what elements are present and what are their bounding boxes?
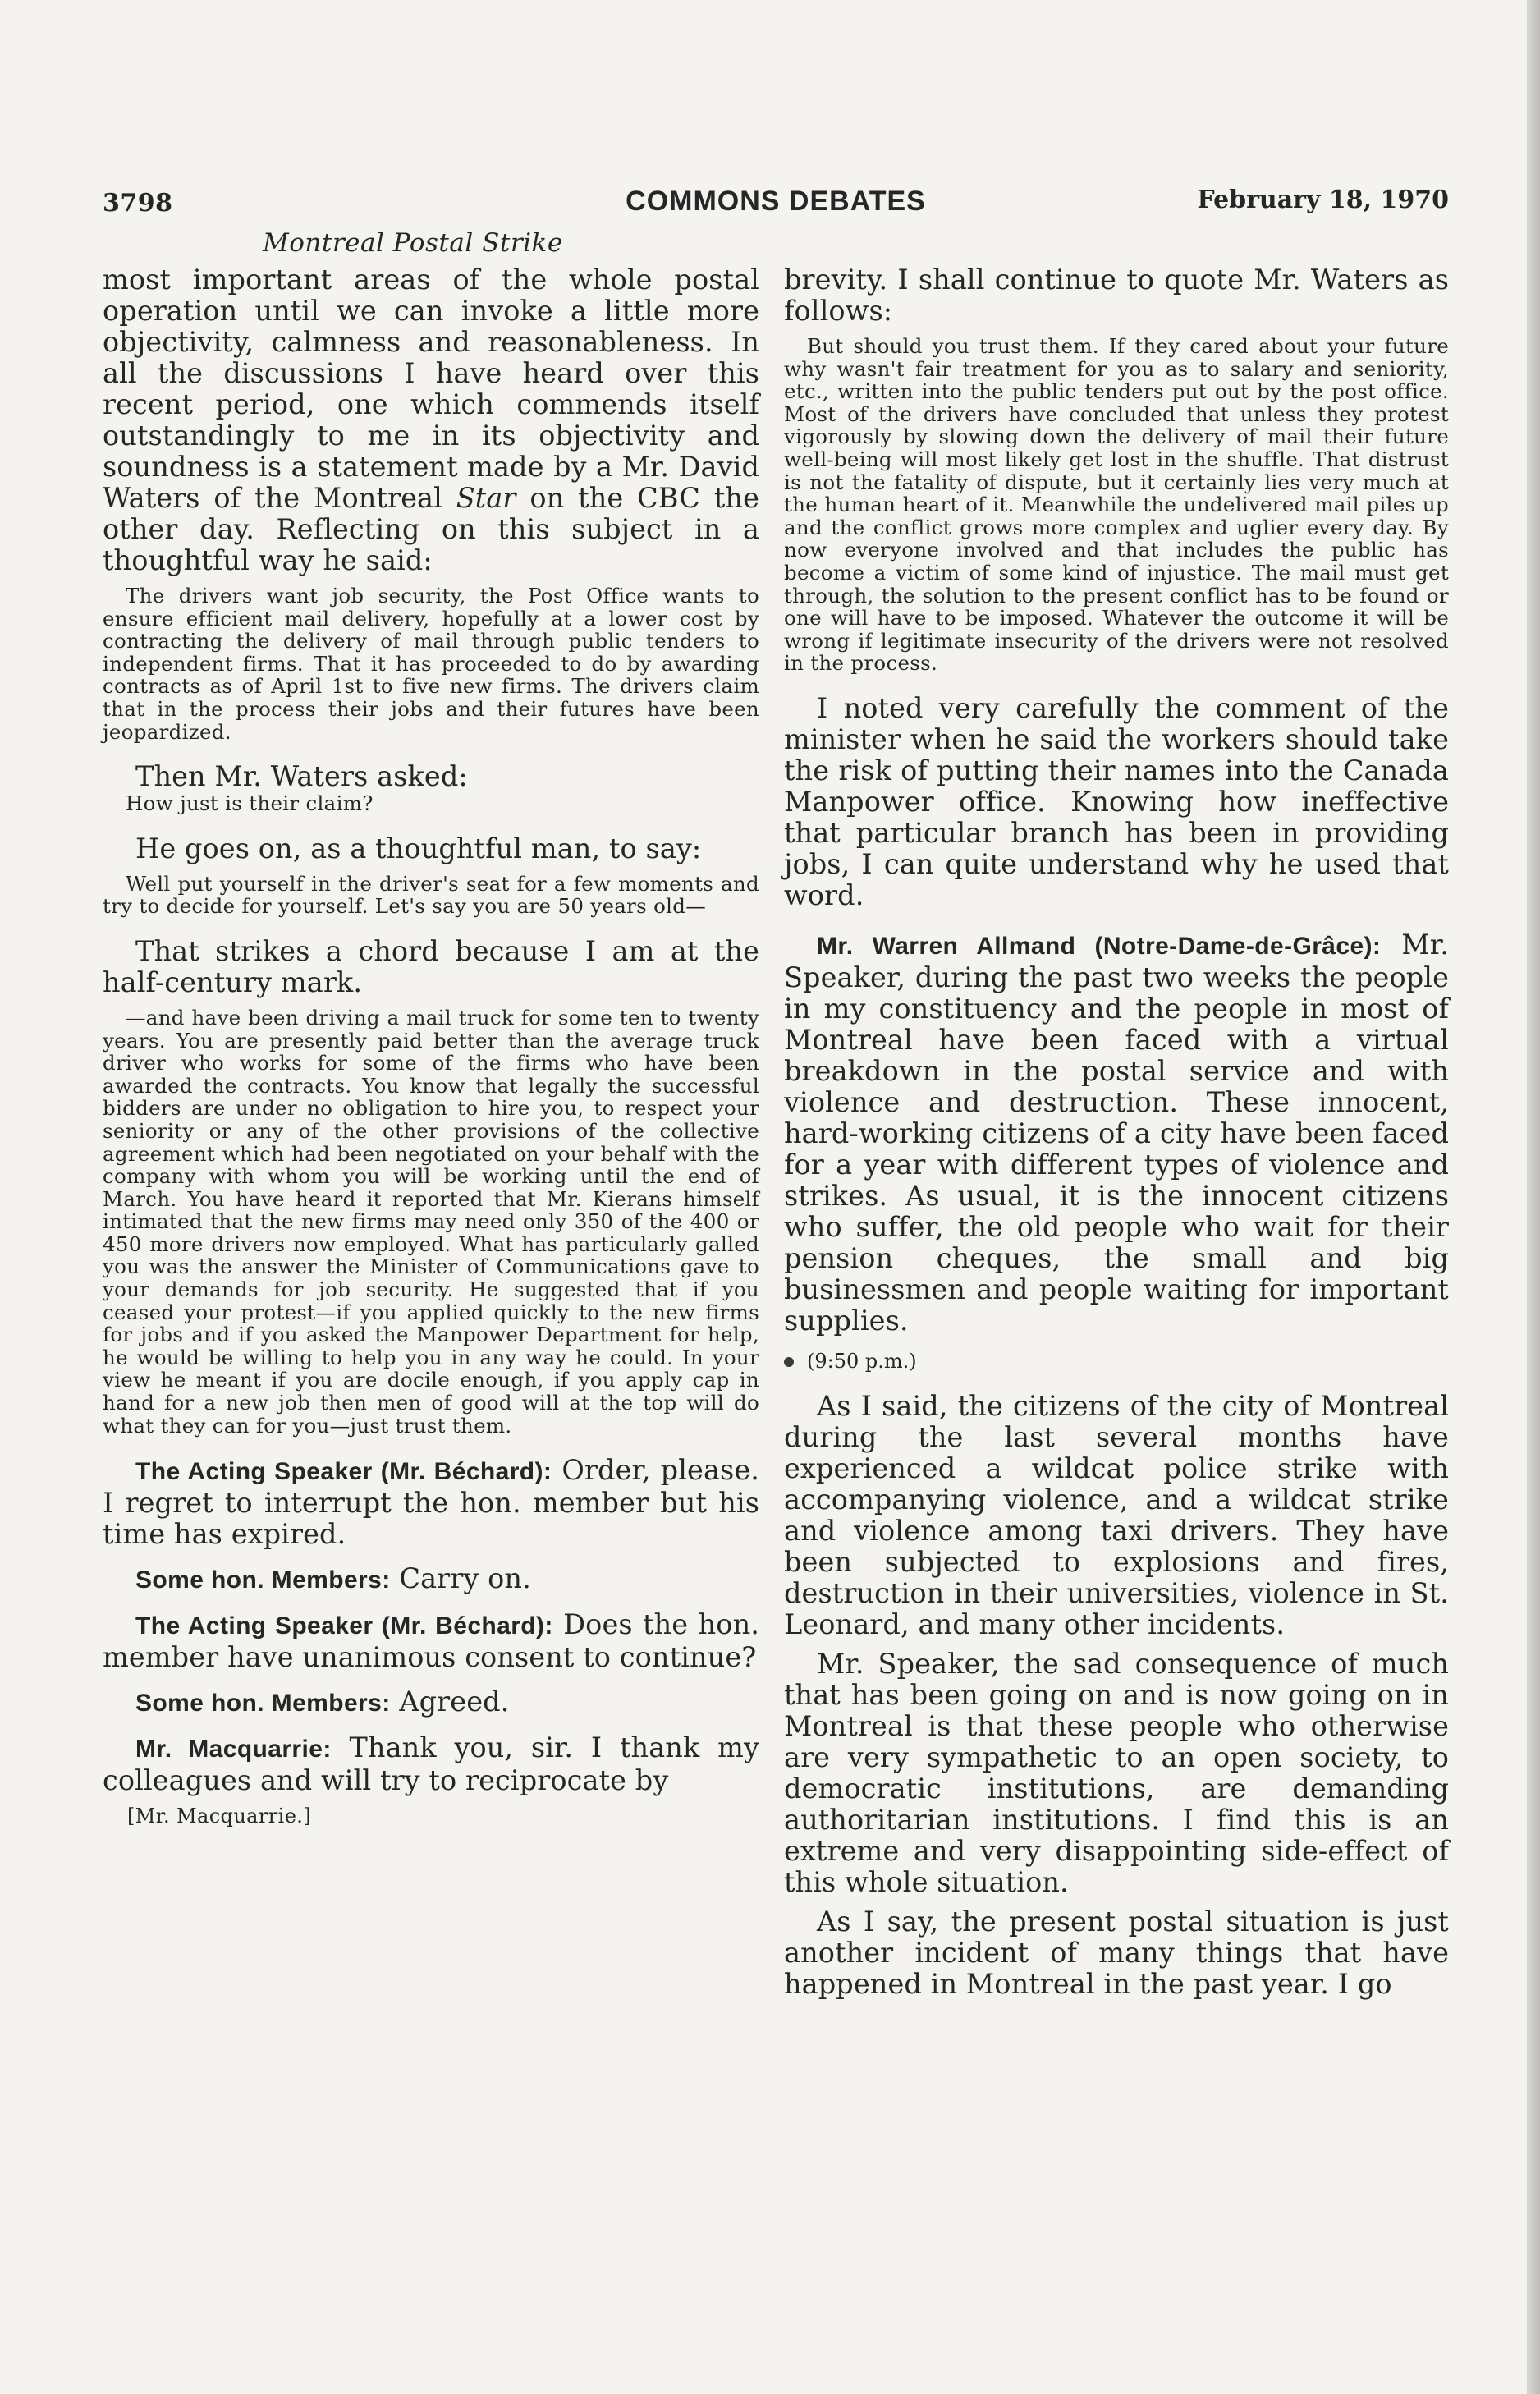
footer-note: [Mr. Macquarrie.] (127, 1805, 312, 1828)
page-date: February 18, 1970 (1197, 186, 1449, 214)
speech: Some hon. Members: Agreed. (135, 1685, 510, 1718)
speaker-name: The Acting Speaker (Mr. Béchard): (135, 1612, 553, 1640)
paragraph: As I said, the citizens of the city of Montreal during the last several months have experienced a wildcat police strike with accompanying violence, and a wildcat strike and violence among taxi drivers. They have been subjected to explosions and fires, destruction in their universities, violence in St. Leonard, and many other incidents. (784, 1389, 1449, 1640)
paragraph: Then Mr. Waters asked: (135, 760, 468, 793)
paragraph: As I say, the present postal situation is just another incident of many things that have happened in Montreal in the past year. I go (784, 1905, 1449, 2000)
page (103, 182, 1449, 2000)
speaker-name: Mr. Warren Allmand (Notre-Dame-de-Grâce): (817, 932, 1382, 960)
paragraph: I noted very carefully the comment of the minister when he said the workers should take the risk of putting their names into the Canada Manpower office. Knowing how ineffective that particular branch has been in providing jobs, I can quite understand why he used that word. (784, 691, 1449, 911)
speech: The Acting Speaker (Mr. Béchard): Does the hon. member have unanimous consent to continue? (103, 1608, 759, 1674)
paragraph: most important areas of the whole postal operation until we can invoke a little more objectivity, calmness and reasonableness. In all the discussions I have heard over this recent period, one which commends itself outstandingly to me in its objectivity and soundness is a statement made by a Mr. David Waters of the Montreal Star on the CBC the other day. Reflecting on this subject in a thoughtful way he said: (103, 264, 759, 576)
paragraph: Mr. Speaker, the sad consequence of much that has been going on and is now going on in Montreal is that these people who otherwise are very sympathetic to an open society, to democratic institutions, are demanding authoritarian institutions. I find this is an extreme and very disappointing side-effect of this whole situation. (784, 1647, 1449, 1898)
running-head: Montreal Postal Strike (263, 228, 563, 258)
block-quote: How just is their claim? (126, 791, 374, 816)
journal-title: COMMONS DEBATES (626, 186, 926, 217)
speaker-name: Some hon. Members: (135, 1690, 391, 1718)
left-column (103, 264, 759, 1828)
paragraph: He goes on, as a thoughtful man, to say: (135, 832, 702, 864)
speech: The Acting Speaker (Mr. Béchard): Order, please. I regret to interrupt the hon. member but his time has expired. (103, 1454, 759, 1551)
page-header (103, 182, 1449, 223)
speech: Mr. Macquarrie: Thank you, sir. I thank my colleagues and will try to reciprocate by (103, 1731, 759, 1797)
block-quote: —and have been driving a mail truck for some ten to twenty years. You are presently paid better than the average truck driver who works for some of the firms who have been awarded the contracts. You know that legally the successful bidders are under no obligation to hire you, to respect your seniority or any of the other provisions of the collective agreement which had been negotiated on your behalf with the company with whom you will be working until the end of March. You have heard it reported that Mr. Kierans himself intimated that the new firms may need only 350 of the 400 or 450 more drivers now employed. What has particularly galled you was the answer the Minister of Communications gave to your demands for job security. He suggested that if you ceased your protest—if you applied quickly to the new firms for jobs and if you asked the Manpower Department for help, he would be willing to help you in any way he could. In your view he meant if you are docile enough, if you apply cap in hand for a new job then men of good will at the top will do what they can for you—just trust them. (103, 1005, 759, 1438)
newspaper-name: Star (456, 482, 516, 514)
block-quote: Well put yourself in the driver's seat for a few moments and try to decide for yourself. Let's say you are 50 years old— (103, 871, 759, 919)
block-quote: The drivers want job security, the Post Office wants to ensure efficient mail delivery, hopefully at a lower cost by contracting the delivery of mail through public tenders to independent firms. That it has proceeded to do by awarding contracts as of April 1st to five new firms. The drivers claim that in the process their jobs and their futures have been jeopardized. (103, 584, 759, 744)
bullet-icon (784, 1357, 794, 1367)
speaker-name: Mr. Macquarrie: (135, 1736, 332, 1763)
speech: Mr. Warren Allmand (Notre-Dame-de-Grâce): Mr. Speaker, during the past two weeks the people in my constituency and the people in most of Montreal have been faced with a virtual breakdown in the postal service and with violence and destruction. These innocent, hard-working citizens of a city have been faced for a year with different types of violence and strikes. As usual, it is the innocent citizens who suffer, the old people who wait for their pension cheques, the small and big businessmen and people waiting for important supplies. (784, 928, 1449, 1337)
speech: Some hon. Members: Carry on. (135, 1562, 531, 1595)
paragraph: brevity. I shall continue to quote Mr. Waters as follows: (784, 264, 1449, 327)
page-edge (1527, 0, 1540, 2394)
paragraph: That strikes a chord because I am at the half-century mark. (103, 934, 759, 998)
block-quote: But should you trust them. If they cared about your future why wasn't fair treatment for you as to salary and seniority, etc., written into the public tenders put out by the post office. Most of the drivers have concluded that unless they protest vigorously by slowing down the delivery of mail their future well-being will most likely get lost in the shuffle. That distrust is not the fatality of dispute, but it certainly lies very much at the human heart of it. Meanwhile the undelivered mail piles up and the conflict grows more complex and uglier every day. By now everyone involved and that includes the public has become a victim of some kind of injustice. The mail must get through, the solution to the present conflict has to be found or one will have to be imposed. Whatever the outcome it will be wrong if legitimate insecurity of the drivers were not resolved in the process. (784, 334, 1449, 676)
time-stamp: (9:50 p.m.) (784, 1350, 1449, 1373)
page-number: 3798 (103, 189, 173, 218)
speaker-name: Some hon. Members: (135, 1566, 391, 1594)
right-column (784, 264, 1449, 2000)
speaker-name: The Acting Speaker (Mr. Béchard): (135, 1458, 552, 1486)
